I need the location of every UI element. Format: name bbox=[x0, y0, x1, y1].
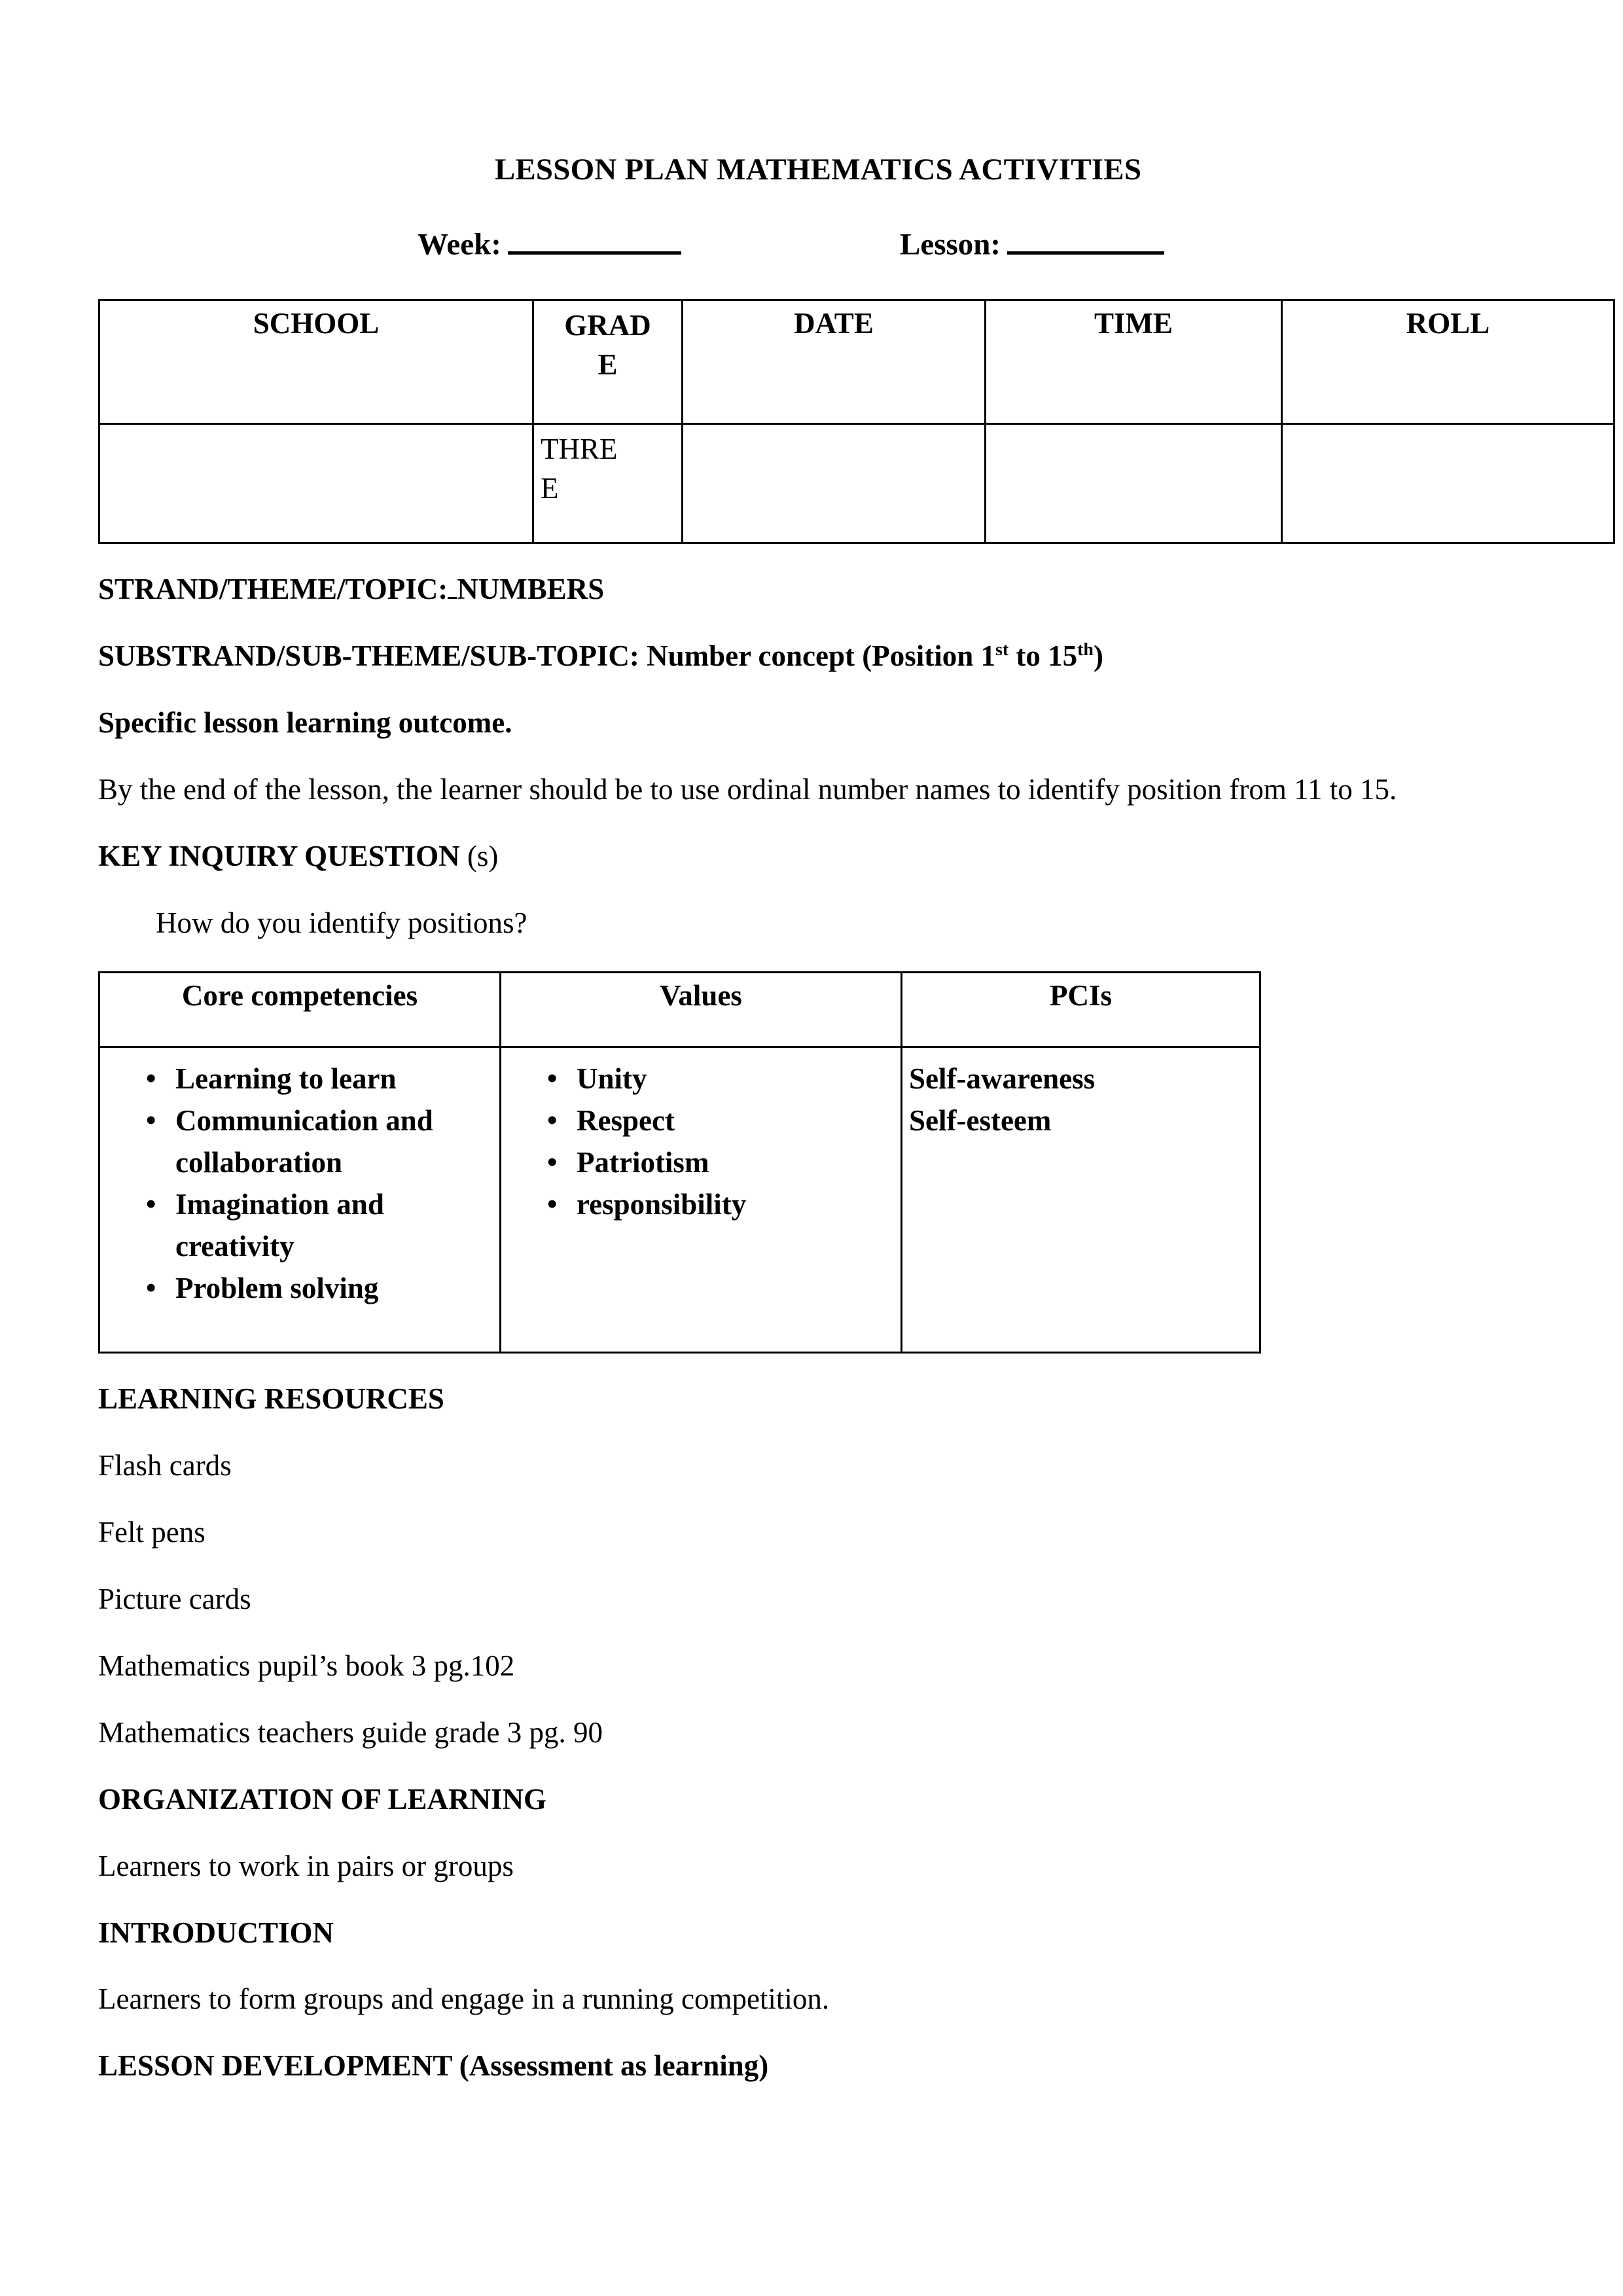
lesson-label: Lesson: bbox=[900, 227, 1001, 262]
substrand-value-pre: Number concept (Position 1 bbox=[647, 639, 995, 672]
list-item: • Respect bbox=[508, 1100, 894, 1142]
cell-grade-value[interactable] bbox=[533, 424, 683, 543]
substrand-value-mid: to 15 bbox=[1008, 639, 1078, 672]
substrand-value-post: ) bbox=[1093, 639, 1103, 672]
learning-resource-item: Picture cards bbox=[98, 1583, 251, 1616]
page-title: LESSON PLAN MATHEMATICS ACTIVITIES bbox=[494, 152, 1142, 187]
header-cell-school: SCHOOL bbox=[99, 300, 533, 424]
key-inquiry-heading-main: KEY INQUIRY QUESTION bbox=[98, 839, 460, 872]
substrand-superscript-th: th bbox=[1077, 639, 1094, 660]
lesson-development-heading: LESSON DEVELOPMENT (Assessment as learning) bbox=[98, 2049, 769, 2083]
cell-date-value[interactable] bbox=[683, 424, 986, 543]
cell-values bbox=[501, 1047, 902, 1353]
week-label: Week: bbox=[418, 227, 501, 262]
grade-value-line-2: E bbox=[541, 471, 559, 505]
lesson-input[interactable] bbox=[1007, 222, 1164, 255]
grade-header-line-1: GRAD bbox=[564, 309, 651, 342]
competencies-values-pcis-table bbox=[98, 971, 1261, 1354]
grade-header-line-2: E bbox=[597, 348, 618, 381]
substrand-label: SUBSTRAND/SUB-THEME/SUB-TOPIC: bbox=[98, 639, 639, 672]
cell-roll-value[interactable] bbox=[1282, 424, 1614, 543]
outcome-heading: Specific lesson learning outcome. bbox=[98, 706, 512, 739]
header-cell-grade bbox=[533, 300, 683, 424]
organization-heading: ORGANIZATION OF LEARNING bbox=[98, 1782, 547, 1816]
list-item: • Communication and collaboration bbox=[107, 1100, 493, 1184]
list-item: • Problem solving bbox=[107, 1268, 493, 1310]
week-input[interactable] bbox=[508, 222, 681, 255]
cell-school-value[interactable] bbox=[99, 424, 533, 543]
header-cell-time: TIME bbox=[986, 300, 1282, 424]
learning-resource-item: Mathematics pupil’s book 3 pg.102 bbox=[98, 1649, 515, 1682]
learning-resources-heading: LEARNING RESOURCES bbox=[98, 1382, 444, 1416]
header-cell-roll: ROLL bbox=[1282, 300, 1614, 424]
outcome-text: By the end of the lesson, the learner should be to use ordinal number names to identify position from 11 to 15. bbox=[98, 772, 1397, 806]
table-row bbox=[99, 424, 1614, 543]
header-info-table bbox=[98, 299, 1615, 544]
header-cell-values: Values bbox=[501, 973, 902, 1047]
strand-label: STRAND/THEME/TOPIC: bbox=[98, 573, 448, 606]
introduction-heading: INTRODUCTION bbox=[98, 1916, 334, 1949]
list-item: • Unity bbox=[508, 1058, 894, 1100]
header-cell-pcis: PCIs bbox=[902, 973, 1260, 1047]
list-item: • responsibility bbox=[508, 1184, 894, 1226]
strand-value: NUMBERS bbox=[457, 573, 605, 606]
key-inquiry-question: How do you identify positions? bbox=[156, 906, 527, 939]
table-row bbox=[99, 1047, 1260, 1353]
list-item: Self-awareness bbox=[909, 1062, 1096, 1096]
organization-text: Learners to work in pairs or groups bbox=[98, 1849, 514, 1882]
learning-resource-item: Felt pens bbox=[98, 1516, 205, 1549]
list-item: • Learning to learn bbox=[107, 1058, 493, 1100]
values-list bbox=[508, 1058, 894, 1226]
table-header-row bbox=[99, 973, 1260, 1047]
key-inquiry-heading bbox=[98, 811, 1525, 878]
strand-underline-artifact bbox=[448, 576, 457, 599]
grade-value-line-1: THRE bbox=[541, 433, 618, 466]
document-content bbox=[98, 0, 1538, 2087]
week-field-group bbox=[418, 222, 681, 262]
lesson-field-group bbox=[900, 222, 1164, 262]
table-header-row bbox=[99, 300, 1614, 424]
substrand-superscript-st: st bbox=[995, 639, 1009, 660]
week-lesson-row bbox=[98, 222, 1538, 261]
cell-pcis bbox=[902, 1047, 1260, 1353]
list-item: Self-esteem bbox=[909, 1104, 1052, 1138]
strand-line bbox=[98, 544, 1525, 611]
core-competencies-list bbox=[107, 1058, 493, 1309]
learning-resource-item: Mathematics teachers guide grade 3 pg. 90 bbox=[98, 1715, 603, 1749]
key-inquiry-heading-suffix: (s) bbox=[459, 839, 499, 872]
list-item: • Patriotism bbox=[508, 1142, 894, 1184]
header-cell-date: DATE bbox=[683, 300, 986, 424]
introduction-text: Learners to form groups and engage in a running competition. bbox=[98, 1982, 830, 2016]
list-item: • Imagination and creativity bbox=[107, 1184, 493, 1268]
cell-time-value[interactable] bbox=[986, 424, 1282, 543]
substrand-line bbox=[98, 611, 1525, 677]
learning-resource-item: Flash cards bbox=[98, 1449, 232, 1482]
header-cell-core-competencies: Core competencies bbox=[99, 973, 501, 1047]
pcis-list bbox=[909, 1058, 1253, 1142]
cell-core-competencies bbox=[99, 1047, 501, 1353]
